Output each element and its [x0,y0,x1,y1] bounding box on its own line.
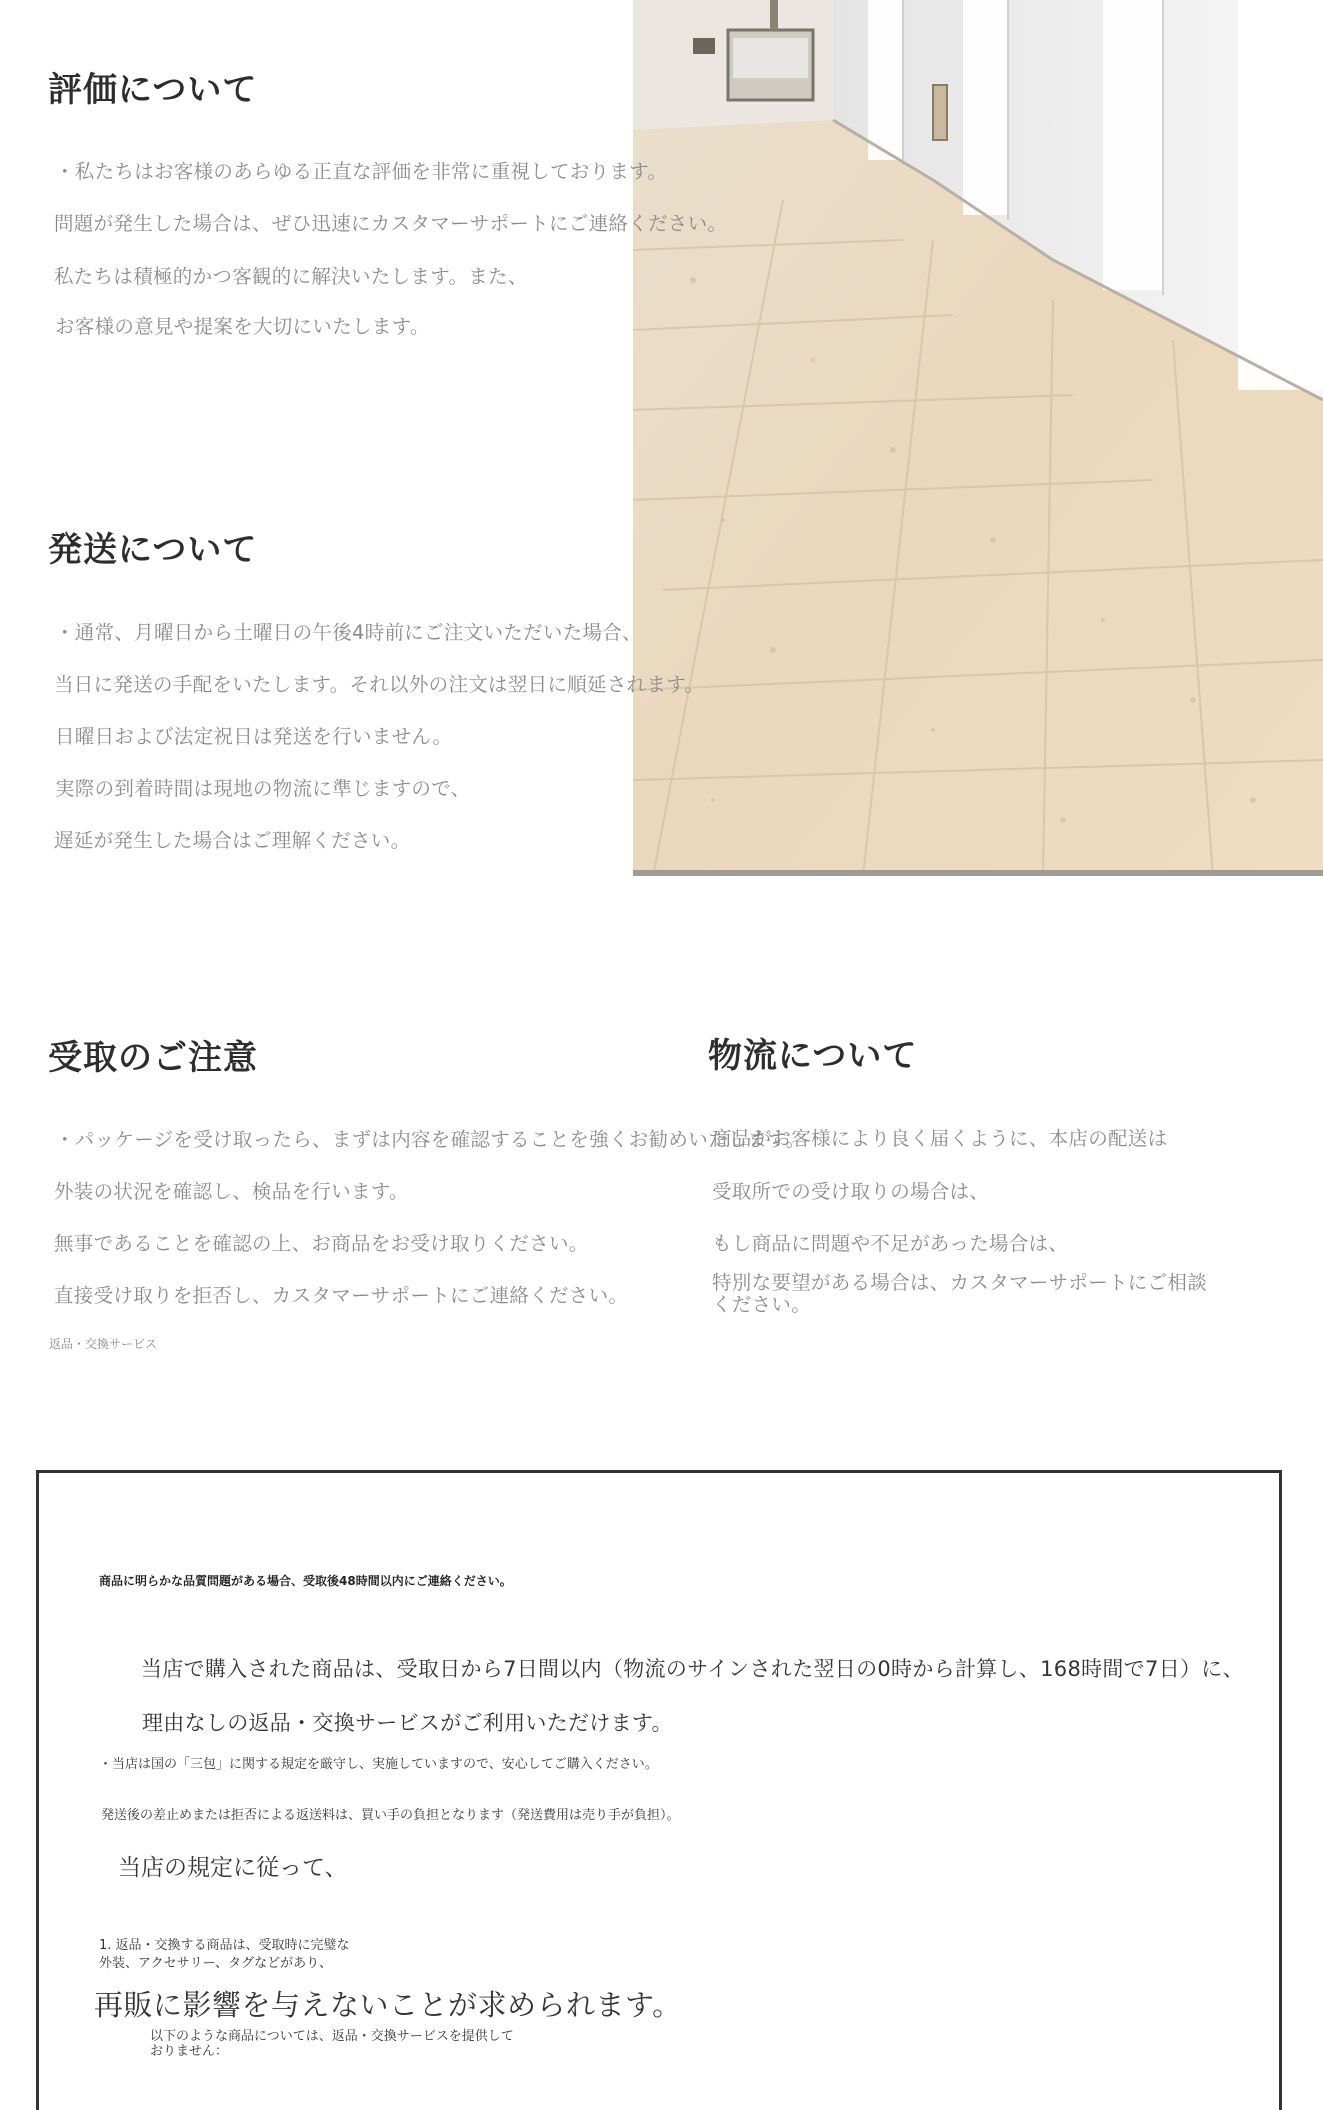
shipping-line-1: ・通常、月曜日から土曜日の午後4時前にご注文いただいた場合、 [55,621,642,644]
receiving-footnote: 返品・交換サービス [49,1337,158,1351]
notice-item1-b: 外装、アクセサリー、タグなどがあり、 [99,1956,333,1971]
notice-resale: 再販に影響を与えないことが求められます。 [94,1988,682,2022]
notice-rules: 当店の規定に従って、 [118,1855,348,1881]
notice-sanbao: ・当店は国の「三包」に関する規定を厳守し、実施していますので、安心してご購入ください。 [99,1757,658,1772]
logistics-line-3: もし商品に問題や不足があった場合は、 [712,1232,1069,1255]
logistics-line-5: ください。 [712,1293,812,1316]
shipping-line-2: 当日に発送の手配をいたします。それ以外の注文は翌日に順延されます。 [54,673,705,696]
receiving-line-2: 外装の状況を確認し、検品を行います。 [54,1180,409,1203]
receiving-line-4: 直接受け取りを拒否し、カスタマーサポートにご連絡ください。 [54,1284,629,1307]
corridor-photo [633,0,1323,876]
notice-item1-a: 1. 返品・交換する商品は、受取時に完璧な [99,1938,350,1953]
shipping-line-3: 日曜日および法定祝日は発送を行いません。 [55,725,453,748]
notice-excluded-a: 以下のような商品については、返品・交換サービスを提供して [150,2029,514,2044]
receiving-line-3: 無事であることを確認の上、お商品をお受け取りください。 [54,1232,589,1255]
shipping-line-4: 実際の到着時間は現地の物流に準じますので、 [55,777,471,800]
receiving-heading: 受取のご注意 [48,1038,258,1078]
reviews-line-3: 私たちは積極的かつ客観的に解決いたします。また、 [54,265,528,288]
reviews-heading: 評価について [48,70,258,110]
reviews-line-4: お客様の意見や提案を大切にいたします。 [55,315,430,338]
logistics-line-2: 受取所での受け取りの場合は、 [712,1180,990,1203]
notice-quality-48h: 商品に明らかな品質問題がある場合、受取後48時間以内にご連絡ください。 [99,1574,512,1588]
shipping-line-5: 遅延が発生した場合はご理解ください。 [54,829,411,852]
logistics-line-1: 商品がお客様により良く届くように、本店の配送は [712,1127,1168,1150]
reviews-line-1: ・私たちはお客様のあらゆる正直な評価を非常に重視しております。 [55,160,668,183]
notice-return-shipping: 発送後の差止めまたは拒否による返送料は、買い手の負担となります（発送費用は売り手が負担）。 [101,1808,680,1823]
logistics-heading: 物流について [708,1036,918,1076]
logistics-line-4: 特別な要望がある場合は、カスタマーサポートにご相談 [712,1271,1208,1294]
receiving-line-1: ・パッケージを受け取ったら、まずは内容を確認することを強くお勧めいたします。 [55,1128,806,1151]
notice-excluded-b: おりません： [150,2044,229,2059]
notice-no-reason-return: 理由なしの返品・交換サービスがご利用いただけます。 [142,1711,673,1735]
reviews-line-2: 問題が発生した場合は、ぜひ迅速にカスタマーサポートにご連絡ください。 [54,212,728,235]
shipping-heading: 発送について [48,530,258,570]
notice-7day-return: 当店で購入された商品は、受取日から7日間以内（物流のサインされた翌日の0時から計算し、168時間で7日）に、 [141,1657,1244,1681]
